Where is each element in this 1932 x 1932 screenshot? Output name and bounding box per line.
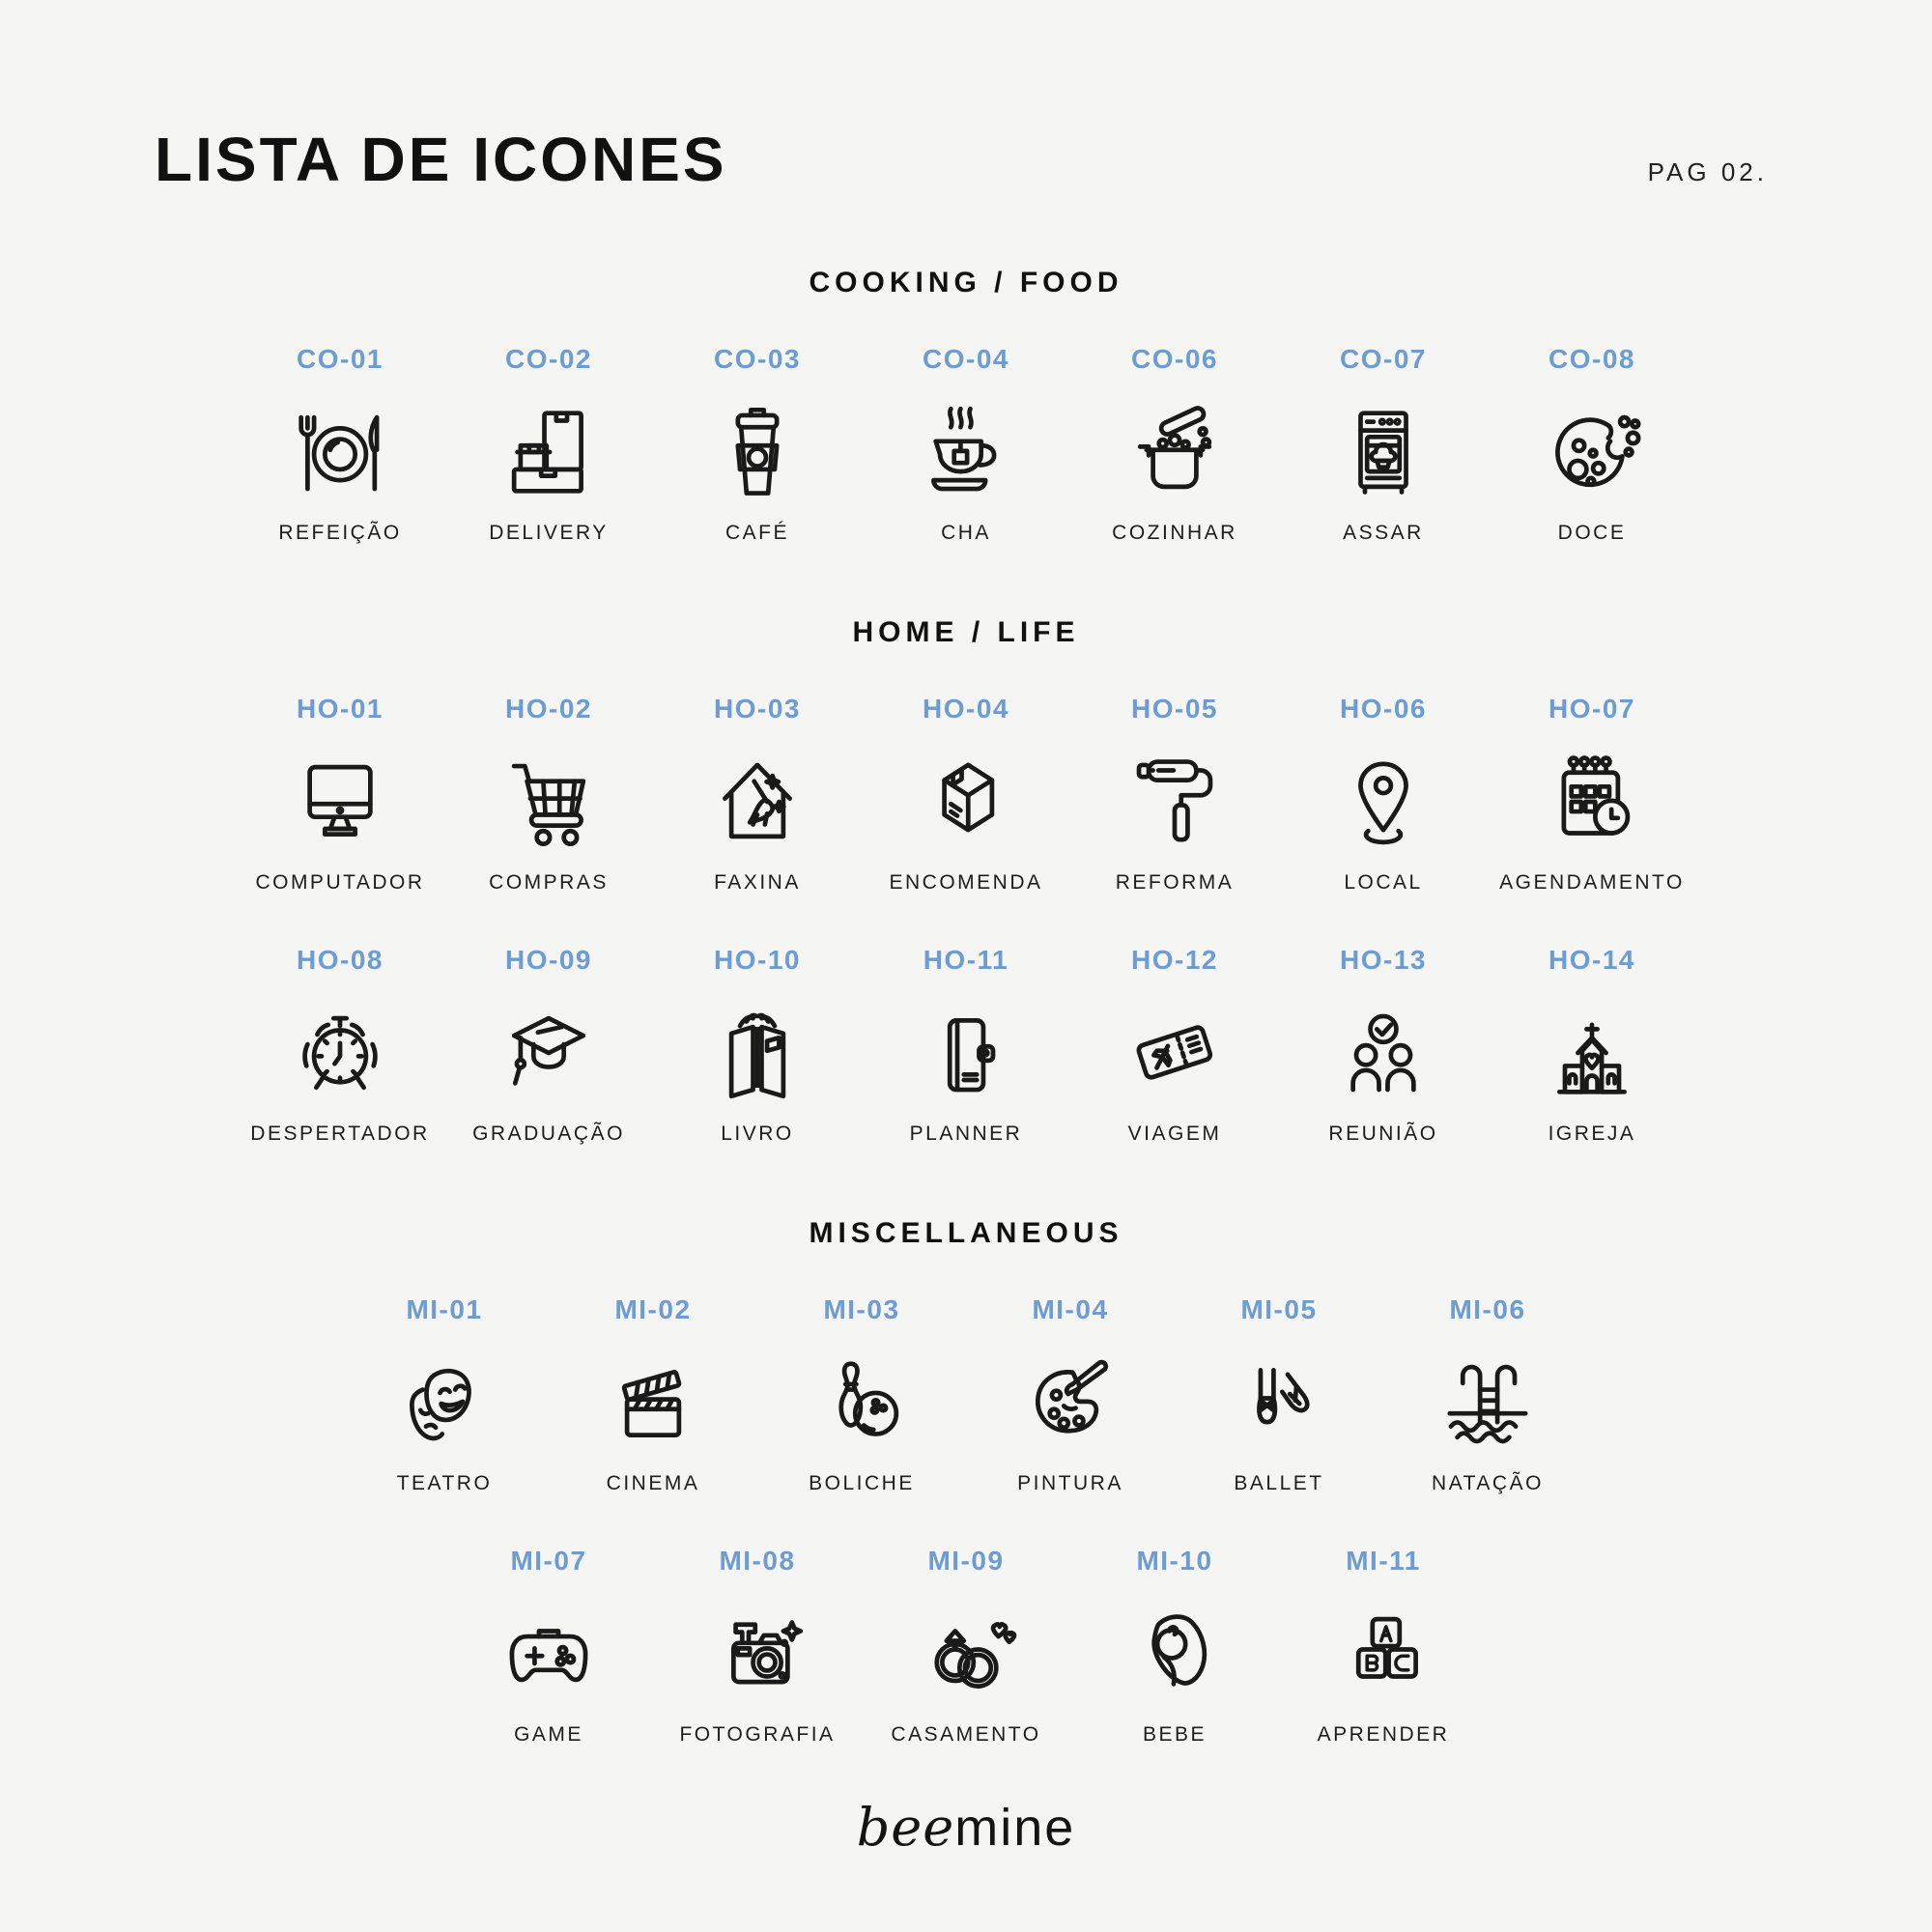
icon-item [1279, 344, 1488, 545]
icon-code: MI-01 [406, 1294, 483, 1324]
icon-item [1070, 344, 1279, 545]
cooking-pot-icon [1121, 398, 1229, 506]
icon-code: CO-02 [505, 344, 592, 374]
icon-row [0, 1294, 1932, 1495]
baby-icon [1121, 1600, 1229, 1708]
icon-label: CASAMENTO [891, 1723, 1041, 1746]
icon-item [1070, 945, 1279, 1146]
icon-code: CO-03 [714, 344, 801, 374]
icon-label: IGREJA [1548, 1122, 1636, 1145]
coffee-icon [703, 398, 811, 506]
icon-code: HO-06 [1340, 694, 1427, 724]
package-icon [912, 748, 1020, 856]
icon-label: REFEIÇÃO [278, 522, 402, 544]
icon-item [1279, 694, 1488, 895]
icon-item [444, 945, 653, 1146]
icon-item [1488, 694, 1696, 895]
icon-code: CO-07 [1340, 344, 1427, 374]
page-title: LISTA DE ICONES [155, 125, 727, 194]
icon-item [862, 694, 1070, 895]
icon-code: HO-07 [1548, 694, 1635, 724]
icon-label: GAME [514, 1723, 583, 1746]
icon-row [0, 344, 1932, 545]
icon-label: APRENDER [1317, 1723, 1450, 1746]
icon-item [444, 694, 653, 895]
icon-code: MI-06 [1449, 1294, 1526, 1324]
icon-code: MI-04 [1032, 1294, 1109, 1324]
section [0, 267, 1932, 545]
icon-item [444, 1546, 653, 1747]
swimming-pool-icon [1434, 1349, 1542, 1457]
section-header: MISCELLANEOUS [809, 1217, 1123, 1249]
page-header [0, 0, 1932, 195]
icon-label: CAFÉ [724, 522, 789, 544]
icon-item [340, 1294, 549, 1495]
icon-label: LOCAL [1344, 871, 1423, 894]
icon-label: PINTURA [1017, 1472, 1123, 1494]
icon-row [0, 1546, 1932, 1747]
icon-code: HO-13 [1340, 945, 1427, 975]
icon-label: COMPUTADOR [255, 871, 425, 894]
icon-label: ENCOMENDA [889, 871, 1043, 894]
planner-icon [912, 999, 1020, 1107]
icon-label: FOTOGRAFIA [679, 1723, 836, 1746]
icon-code: MI-08 [719, 1546, 796, 1576]
oven-icon [1329, 398, 1437, 506]
icon-item [757, 1294, 966, 1495]
meal-icon [286, 398, 394, 506]
icon-sections [0, 267, 1932, 1747]
icon-item [1279, 1546, 1488, 1747]
abc-blocks-icon [1329, 1600, 1437, 1708]
icon-item [549, 1294, 757, 1495]
icon-code: MI-02 [614, 1294, 692, 1324]
icon-item [653, 694, 862, 895]
paint-roller-icon [1121, 748, 1229, 856]
icon-code: CO-04 [923, 344, 1009, 374]
icon-item [1070, 694, 1279, 895]
icon-label: DELIVERY [489, 522, 609, 544]
icon-label: NATAÇÃO [1432, 1472, 1544, 1494]
bowling-icon [808, 1349, 916, 1457]
icon-code: CO-08 [1548, 344, 1635, 374]
game-controller-icon [495, 1600, 603, 1708]
page-number: PAG 02. [1647, 157, 1768, 186]
icon-code: MI-07 [510, 1546, 587, 1576]
cleaning-icon [703, 748, 811, 856]
icon-item [1279, 945, 1488, 1146]
icon-item [653, 945, 862, 1146]
section-header: HOME / LIFE [852, 616, 1080, 648]
icon-code: MI-10 [1136, 1546, 1213, 1576]
icon-item [1175, 1294, 1383, 1495]
icon-label: FAXINA [714, 871, 801, 894]
brand-logo [0, 1797, 1932, 1858]
brand-logo-regular: mine [954, 1799, 1076, 1857]
icon-label: BALLET [1234, 1472, 1324, 1494]
icon-label: REUNIÃO [1328, 1122, 1438, 1145]
icon-label: AGENDAMENTO [1499, 871, 1685, 894]
icon-label: LIVRO [721, 1122, 794, 1145]
icon-code: MI-09 [927, 1546, 1005, 1576]
cookie-icon [1538, 398, 1646, 506]
icon-code: HO-01 [297, 694, 384, 724]
icon-code: HO-05 [1131, 694, 1218, 724]
alarm-clock-icon [286, 999, 394, 1107]
icon-item [966, 1294, 1175, 1495]
section [0, 616, 1932, 1146]
icon-item [1488, 945, 1696, 1146]
icon-item [862, 344, 1070, 545]
icon-code: CO-06 [1131, 344, 1218, 374]
icon-item [1488, 344, 1696, 545]
calendar-clock-icon [1538, 748, 1646, 856]
icon-label: COMPRAS [489, 871, 609, 894]
delivery-icon [495, 398, 603, 506]
travel-ticket-icon [1121, 999, 1229, 1107]
icon-code: HO-08 [297, 945, 384, 975]
icon-code: HO-03 [714, 694, 801, 724]
ballet-shoes-icon [1225, 1349, 1333, 1457]
icon-item [862, 1546, 1070, 1747]
meeting-icon [1329, 999, 1437, 1107]
icon-code: HO-10 [714, 945, 801, 975]
paint-palette-icon [1016, 1349, 1124, 1457]
icon-label: ASSAR [1343, 522, 1424, 544]
computer-icon [286, 748, 394, 856]
camera-icon [703, 1600, 811, 1708]
icon-code: MI-05 [1240, 1294, 1318, 1324]
icon-label: PLANNER [909, 1122, 1023, 1145]
section [0, 1217, 1932, 1747]
icon-label: REFORMA [1115, 871, 1235, 894]
icon-item [653, 1546, 862, 1747]
icon-item [236, 694, 444, 895]
cinema-clapper-icon [599, 1349, 707, 1457]
graduation-cap-icon [495, 999, 603, 1107]
icon-code: HO-11 [923, 945, 1009, 975]
icon-item [1383, 1294, 1592, 1495]
icon-item [862, 945, 1070, 1146]
icon-item [444, 344, 653, 545]
icon-item [653, 344, 862, 545]
icon-item [1070, 1546, 1279, 1747]
icon-item [236, 344, 444, 545]
icon-label: COZINHAR [1112, 522, 1237, 544]
icon-label: VIAGEM [1127, 1122, 1222, 1145]
icon-label: DOCE [1557, 522, 1627, 544]
section-header: COOKING / FOOD [809, 267, 1123, 298]
brand-logo-italic: bee [856, 1797, 955, 1858]
icon-code: HO-09 [505, 945, 592, 975]
wedding-rings-icon [912, 1600, 1020, 1708]
icon-row [0, 945, 1932, 1146]
icon-item [236, 945, 444, 1146]
icon-label: CINEMA [606, 1472, 700, 1494]
icon-row [0, 694, 1932, 895]
theater-masks-icon [390, 1349, 498, 1457]
shopping-cart-icon [495, 748, 603, 856]
book-icon [703, 999, 811, 1107]
icon-label: GRADUAÇÃO [472, 1122, 625, 1145]
icon-code: MI-11 [1346, 1546, 1421, 1576]
icon-code: HO-14 [1548, 945, 1635, 975]
location-pin-icon [1329, 748, 1437, 856]
icon-code: HO-04 [923, 694, 1009, 724]
icon-label: CHA [941, 522, 991, 544]
icon-label: BEBE [1142, 1723, 1208, 1746]
icon-code: MI-03 [823, 1294, 900, 1324]
icon-code: CO-01 [297, 344, 384, 374]
icon-label: BOLICHE [809, 1472, 915, 1494]
icon-label: DESPERTADOR [250, 1122, 430, 1145]
icon-code: HO-12 [1131, 945, 1218, 975]
church-icon [1538, 999, 1646, 1107]
icon-label: TEATRO [396, 1472, 493, 1494]
tea-icon [912, 398, 1020, 506]
icon-code: HO-02 [505, 694, 592, 724]
